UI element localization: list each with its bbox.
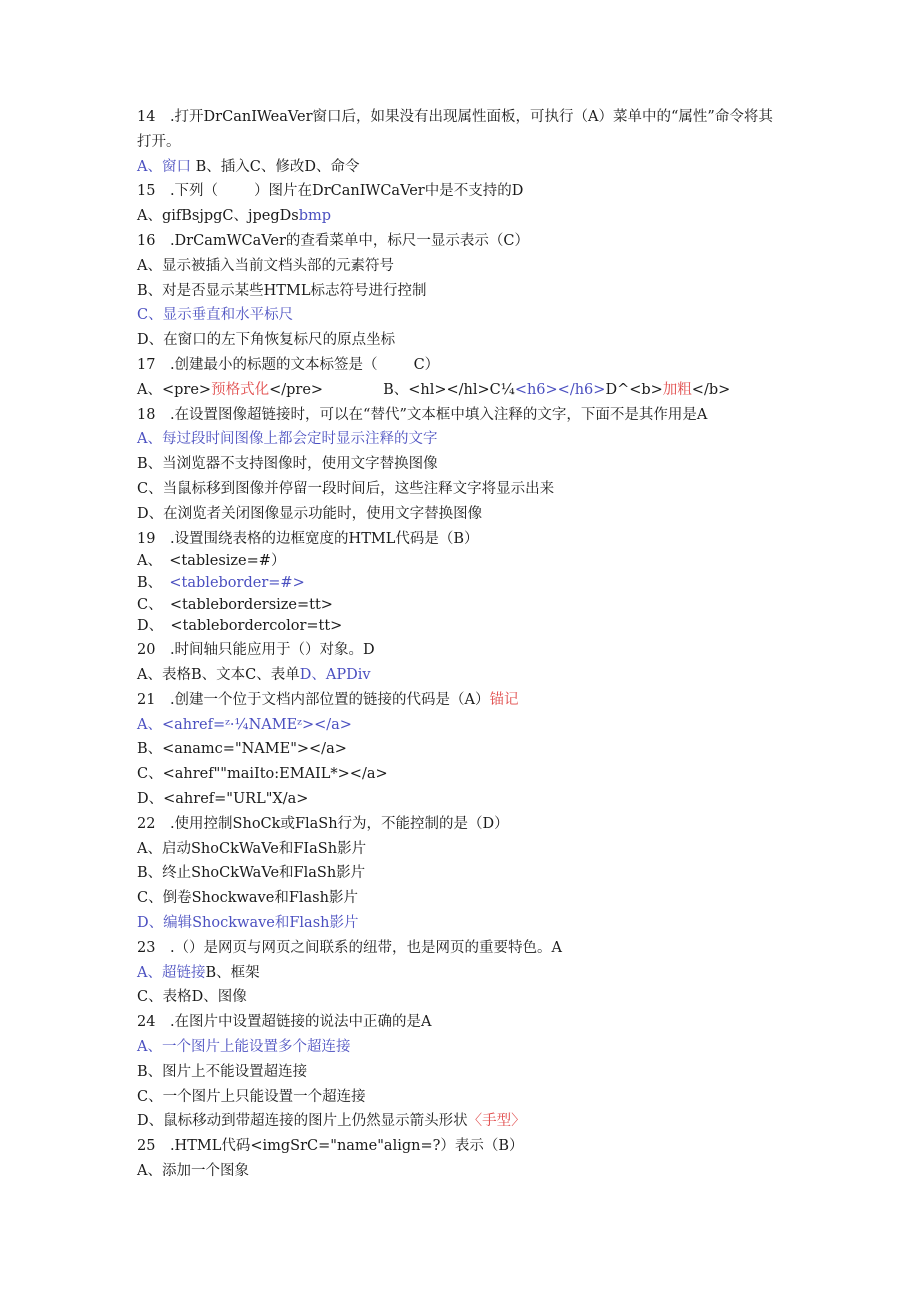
q19-option-d: D、 <tablebordercolor=tt> [137,618,343,635]
question-23: 23 .（）是网页与网页之间联系的纽带，也是网页的重要特色。A [137,939,563,956]
q16-option-a: A、显示被插入当前文档头部的元素符号 [137,257,394,274]
q18-option-d: D、在浏览者关闭图像显示功能时，使用文字替换图像 [137,505,483,522]
q17-question-end: C） [413,356,440,373]
q21-option-d: D、<ahref="URL"X/a> [137,790,309,807]
q22-option-b: B、终止ShoCkWaVe和FlaSh影片 [137,865,366,882]
q17-opt-a-2: 预格式化 [211,381,270,398]
q22-option-a: A、启动ShoCkWaVe和FIaSh影片 [137,840,367,857]
q16-option-d: D、在窗口的左下角恢复标尺的原点坐标 [137,332,396,349]
q24-option-a: A、一个图片上能设置多个超连接 [137,1038,351,1055]
q15-options-a: A、gifBsjpgC、jpegDs [137,208,299,225]
q22-option-c: C、倒卷Shockwave和Flash影片 [137,890,358,907]
q15-question-b: ）图片在DrCanIWCaVer中是不支持的D [254,183,524,200]
question-18: 18 .在设置图像超链接时，可以在“替代”文本框中填入注释的文字，下面不是其作用是A [137,406,708,423]
question-21 [137,688,787,713]
q20-options-a: A、表格B、文本C、表单 [137,666,300,683]
q15-question-a: 15 .下列（ [137,183,219,200]
question-19: 19 .设置围绕表格的边框宽度的HTML代码是（B） [137,530,479,547]
q21-question: 21 .创建一个位于文档内部位置的链接的代码是（A） [137,691,490,708]
question-17 [137,353,787,378]
q18-option-a: A、每过段时间图像上都会定时显示注释的文字 [137,431,438,448]
q14-option-a: A、窗口 [137,158,191,175]
q24-option-d-red: 〈手型〉 [467,1113,526,1130]
document-page [137,105,787,1184]
q24-option-d: D、鼠标移动到带超连接的图片上仍然显示箭头形状 [137,1113,468,1130]
q23-options-cd: C、表格D、图像 [137,989,247,1006]
q24-option-c: C、一个图片上只能设置一个超连接 [137,1088,366,1105]
q17-opt-a-3: </pre> [269,381,324,398]
question-20-options [137,663,787,688]
question-14: 14 .打开DrCanIWeaVer窗口后，如果没有出现属性面板，可执行（A）菜单中的“属性”命令将其打开。 [137,109,773,150]
q23-option-a-rest: B、框架 [205,964,260,981]
q18-option-b: B、当浏览器不支持图像时，使用文字替换图像 [137,456,438,473]
q17-opt-a-1: A、<pre> [137,381,212,398]
question-14-options [137,155,787,180]
question-15-options [137,204,787,229]
q24-option-d-row [137,1109,787,1134]
question-17-options [137,378,787,403]
question-16: 16 .DrCamWCaVer的查看菜单中，标尺一显示表示（C） [137,232,529,249]
q21-option-a: A、<ahref=ᶻ·¼NAMEᶻ></a> [137,716,352,733]
q17-opt-b-2: <h6></h6> [514,381,606,398]
q19-option-a: A、 <tablesize=#） [137,553,286,570]
question-20: 20 .时间轴只能应用于（）对象。D [137,642,375,659]
q14-options-rest: B、插入C、修改D、命令 [190,158,360,175]
q20-options-b: D、APDiv [299,666,371,683]
q16-option-c: C、显示垂直和水平标尺 [137,307,294,324]
q21-option-c: C、<ahref""maiIto:EMAIL*></a> [137,766,388,783]
question-24: 24 .在图片中设置超链接的说法中正确的是A [137,1014,432,1031]
q23-option-a: A、超链接 [137,964,206,981]
q17-opt-b-5: </b> [691,381,731,398]
q24-option-b: B、图片上不能设置超连接 [137,1063,308,1080]
q16-option-b: B、对是否显示某些HTML标志符号进行控制 [137,282,427,299]
q19-option-b-label: B、 [137,575,170,592]
question-23-options-ab [137,961,787,986]
q19-option-b: <tableborder=#> [169,575,305,592]
q21-option-b: B、<anamc="NAME"></a> [137,741,347,758]
q19-option-b-row [137,573,787,595]
q21-question-red: 锚记 [489,691,519,708]
q17-opt-b-3: D^<b> [605,381,663,398]
q17-question: 17 .创建最小的标题的文本标签是（ [137,356,378,373]
question-15 [137,179,787,204]
question-25: 25 .HTML代码<imgSrC="name"align=?）表示（B） [137,1138,524,1155]
q17-opt-b-1: B、<hl></hl>C¼ [383,381,515,398]
q17-opt-b-4: 加粗 [662,381,692,398]
q15-options-b: bmp [298,208,332,225]
q18-option-c: C、当鼠标移到图像并停留一段时间后，这些注释文字将显示出来 [137,480,555,497]
q22-option-d: D、编辑Shockwave和Flash影片 [137,914,359,931]
q25-option-a: A、添加一个图象 [137,1162,249,1179]
question-22: 22 .使用控制ShoCk或FlaSh行为，不能控制的是（D） [137,815,509,832]
q19-option-c: C、 <tablebordersize=tt> [137,596,333,613]
